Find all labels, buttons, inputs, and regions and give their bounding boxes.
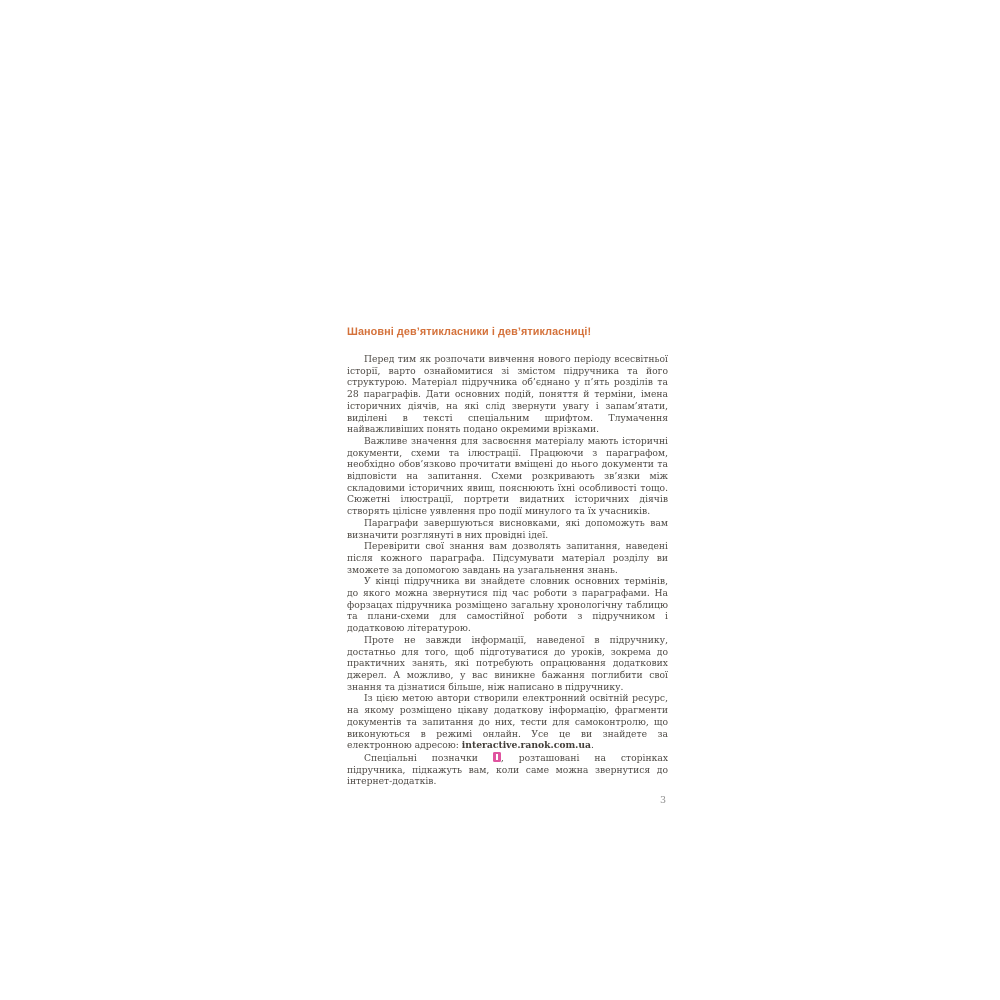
paragraph-structure-overview: Перед тим як розпочати вивчення нового періоду всесвітньої історії, варто ознайомитися зі змістом підручника та його структурою. Матеріал підручника об’єднано у п’ять розділів та 28 параграфів. Дати основних подій, поняття й терміни, імена історичних діячів, на які слід звернути увагу і запам’ятати, виділені в тексті спеціальним шрифтом. Тлумачення найважливіших понять подано окремими врізками.	[347, 354, 668, 436]
page-number: 3	[659, 795, 666, 807]
paragraph-self-check: Перевірити свої знання вам дозволять запитання, наведені після кожного параграфа. Підсумувати матеріал розділу ви зможете за допомогою завдань на узагальнення знань.	[347, 541, 668, 576]
marker-text-before: Спеціальні позначки	[364, 752, 493, 764]
paragraph-online-resource	[347, 693, 668, 752]
textbook-preface-page	[347, 326, 668, 806]
internet-marker-icon	[493, 752, 501, 762]
paragraph-additional-sources: Проте не завжди інформації, наведеної в підручнику, достатньо для того, щоб підготуватися до уроків, зокрема до практичних занять, які потребують опрацювання додаткових джерел. А можливо, у вас виникне бажання поглибити свої знання та дізнатися більше, ніж написано в підручнику.	[347, 634, 668, 693]
preface-body	[347, 354, 668, 788]
page-title: Шановні дев’ятикласники і дев’ятикласниці!	[347, 326, 592, 338]
paragraph-conclusions: Параграфи завершуються висновками, які допоможуть вам визначити розглянуті в них провідні ідеї.	[347, 517, 668, 541]
online-resource-text-end: .	[591, 740, 594, 752]
paragraph-documents-illustrations: Важливе значення для засвоєння матеріалу мають історичні документи, схеми та ілюстрації. Працюючи з параграфом, необхідно обов’язково прочитати вміщені до нього документи та відповісти на запитання. Схеми розкривають зв’язки між складовими історичних явищ, пояснюють їхні особливості тощо. Сюжетні ілюстрації, портрети видатних історичних діячів створять цілісне уявлення про події минулого та їх учасників.	[347, 435, 668, 518]
resource-url: interactive.ranok.com.ua	[461, 740, 592, 752]
marker-text-after: , розташовані на сторінках підручника, підкажуть вам, коли саме можна звернутися до інтернет-додатків.	[347, 752, 668, 788]
paragraph-glossary-endpapers: У кінці підручника ви знайдете словник основних термінів, до якого можна звернутися під час роботи з параграфами. На форзацах підручника розміщено загальну хронологічну таблицю та плани-схеми для самостійної роботи з підручником і додатковою літературою.	[347, 576, 668, 635]
online-resource-text: Із цією метою автори створили електронний освітній ресурс, на якому розміщено цікаву додаткову інформацію, фрагменти документів та запитання до них, тести для самоконтролю, що виконуються в режимі онлайн. Усе це ви знайдете за електронною адресою:	[347, 693, 668, 752]
paragraph-special-markers	[347, 752, 668, 788]
